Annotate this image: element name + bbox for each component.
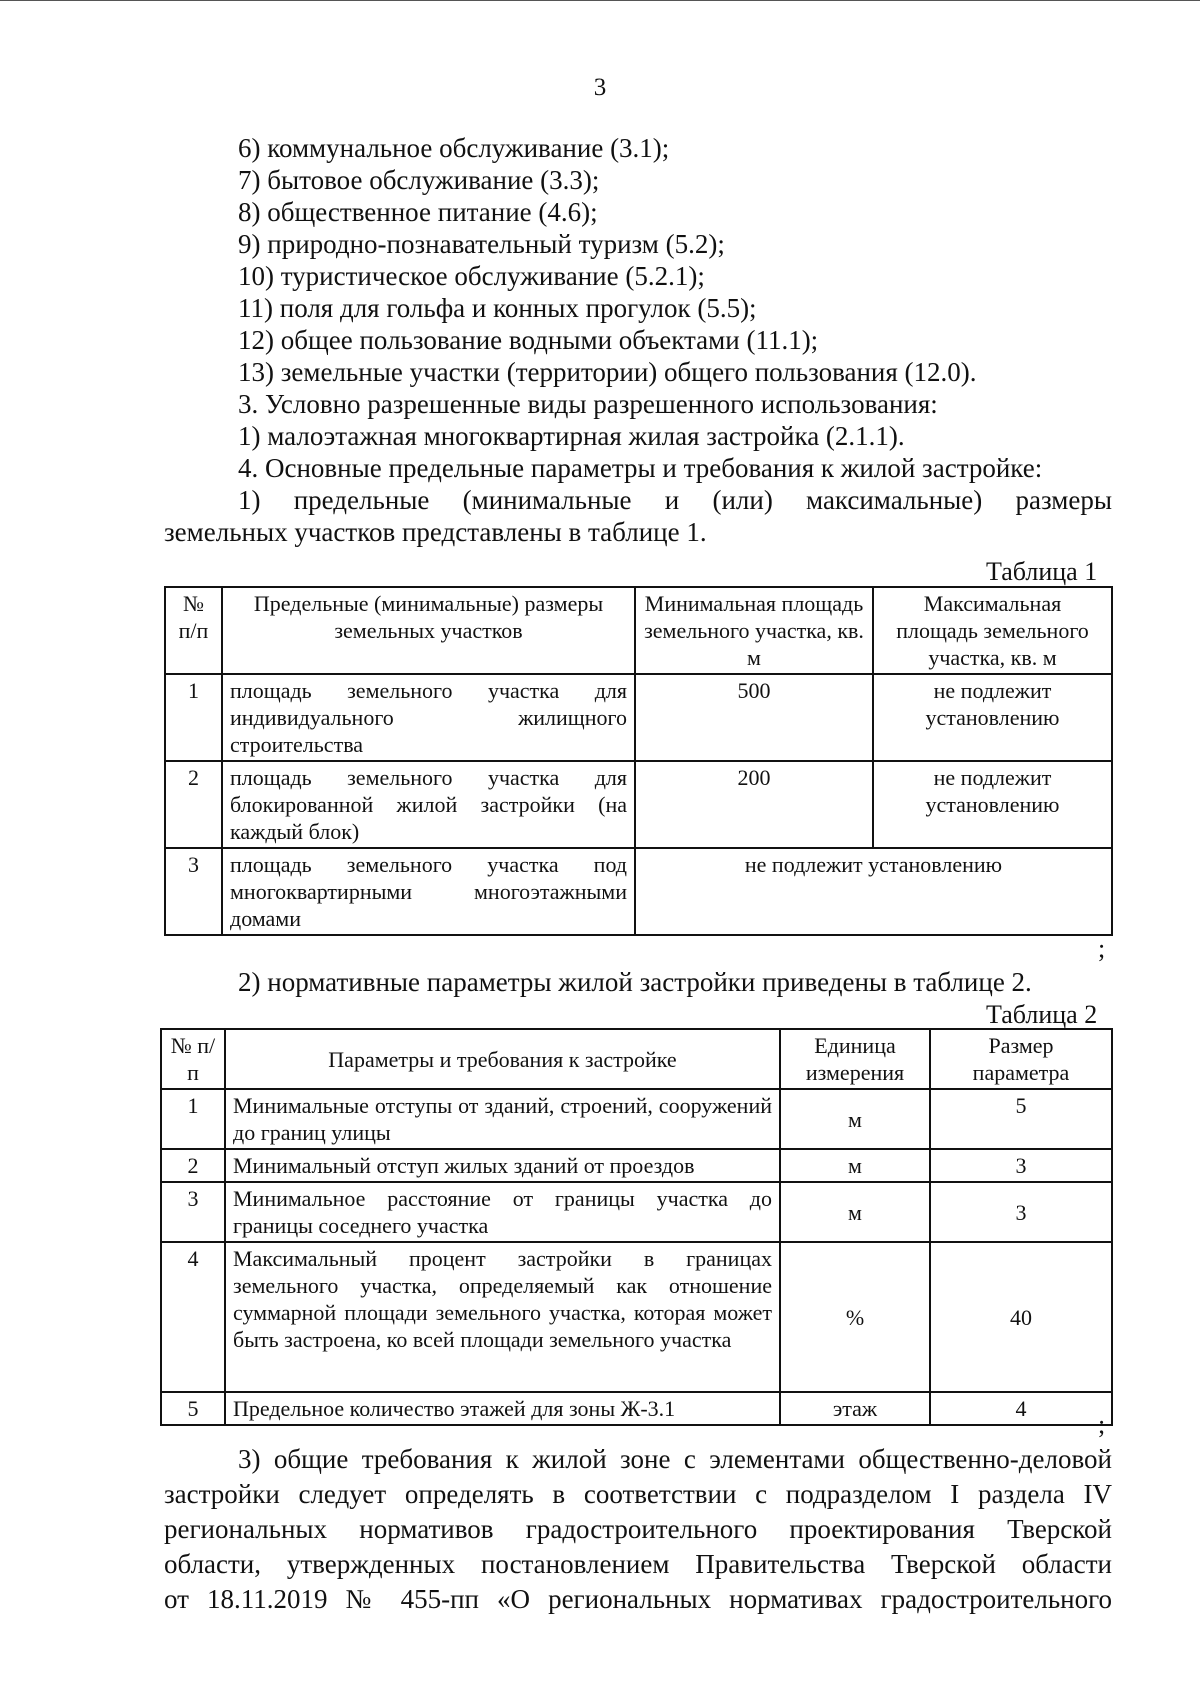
table-cell-value: 40 (930, 1242, 1112, 1392)
table-cell-param: Минимальное расстояние от границы участка до границы соседнего участка (225, 1182, 780, 1242)
table-row (165, 848, 1112, 935)
table-2-header-row (161, 1029, 1112, 1089)
paragraph-3-line: региональных нормативов градостроительного проектирования Тверской (164, 1514, 1112, 1544)
table-cell-name: площадь земельного участка для индивидуального жилищного строительства (222, 674, 635, 761)
list-item: 8) общественное питание (4.6); (238, 197, 598, 227)
table-header-cell: Размер параметра (930, 1029, 1112, 1089)
table-cell-unit: м (780, 1089, 930, 1149)
table-cell-param: Предельное количество этажей для зоны Ж-3.1 (225, 1392, 780, 1425)
table-cell-num: 2 (165, 761, 222, 848)
list-item: 7) бытовое обслуживание (3.3); (238, 165, 600, 195)
paragraph-3-line: от 18.11.2019 № 455-пп «О региональных нормативах градостроительного (164, 1584, 1112, 1614)
table-cell-param: Минимальные отступы от зданий, строений, сооружений до границ улицы (225, 1089, 780, 1149)
table-1-caption: Таблица 1 (986, 557, 1098, 586)
table-cell-num: 1 (161, 1089, 225, 1149)
table-row (161, 1182, 1112, 1242)
table-cell-unit: % (780, 1242, 930, 1392)
table-cell-value: 4 (930, 1392, 1112, 1425)
table-cell-num: 5 (161, 1392, 225, 1425)
table-cell-unit: м (780, 1149, 930, 1182)
table-cell-unit: этаж (780, 1392, 930, 1425)
table-header-cell: Максимальная площадь земельного участка, кв. м (873, 587, 1112, 674)
table-cell-num: 3 (161, 1182, 225, 1242)
table-cell-unit: м (780, 1182, 930, 1242)
list-item: 11) поля для гольфа и конных прогулок (5.5); (238, 293, 757, 323)
list-item: 10) туристическое обслуживание (5.2.1); (238, 261, 705, 291)
list-item: 1) малоэтажная многоквартирная жилая застройка (2.1.1). (238, 421, 905, 451)
table-2-caption: Таблица 2 (986, 1000, 1098, 1029)
table-row (165, 761, 1112, 848)
table-cell-num: 2 (161, 1149, 225, 1182)
table-header-cell: № п/п (161, 1029, 225, 1089)
paragraph-1-first-line: 1) предельные (минимальные и (или) максимальные) размеры (238, 485, 1112, 515)
table-cell-merged: не подлежит установлению (635, 848, 1112, 935)
list-item: 13) земельные участки (территории) общего пользования (12.0). (238, 357, 977, 387)
page-top-edge (0, 0, 1200, 1)
paragraph-3-line: 3) общие требования к жилой зоне с элементами общественно-деловой (238, 1444, 1112, 1474)
table-header-cell: Минимальная площадь земельного участка, кв. м (635, 587, 873, 674)
list-item: 12) общее пользование водными объектами (11.1); (238, 325, 819, 355)
table-cell-num: 1 (165, 674, 222, 761)
table-cell-max: не подлежит установлению (873, 761, 1112, 848)
table-cell-value: 3 (930, 1149, 1112, 1182)
table-cell-num: 3 (165, 848, 222, 935)
paragraph-1-second-line: земельных участков представлены в таблице 1. (164, 517, 707, 547)
table-row (161, 1242, 1112, 1392)
table-2 (160, 1028, 1113, 1426)
table-cell-max: не подлежит установлению (873, 674, 1112, 761)
paragraph-2: 2) нормативные параметры жилой застройки приведены в таблице 2. (238, 967, 1032, 997)
table-cell-num: 4 (161, 1242, 225, 1392)
table-cell-value: 5 (930, 1089, 1112, 1149)
list-item: 3. Условно разрешенные виды разрешенного использования: (238, 389, 938, 419)
table-header-cell: Предельные (минимальные) размеры земельных участков (222, 587, 635, 674)
table-header-cell: Единица измерения (780, 1029, 930, 1089)
table-row (161, 1149, 1112, 1182)
table-row (161, 1089, 1112, 1149)
list-item: 6) коммунальное обслуживание (3.1); (238, 133, 670, 163)
table-cell-min: 200 (635, 761, 873, 848)
table-cell-value: 3 (930, 1182, 1112, 1242)
list-item: 9) природно-познавательный туризм (5.2); (238, 229, 725, 259)
table-header-cell: Параметры и требования к застройке (225, 1029, 780, 1089)
page-number: 3 (593, 74, 607, 101)
table-header-cell: № п/п (165, 587, 222, 674)
list-item: 4. Основные предельные параметры и требования к жилой застройке: (238, 453, 1043, 483)
table-row (161, 1392, 1112, 1425)
table-cell-name: площадь земельного участка для блокированной жилой застройки (на каждый блок) (222, 761, 635, 848)
table-cell-param: Минимальный отступ жилых зданий от проездов (225, 1149, 780, 1182)
table-1-header-row (165, 587, 1112, 674)
paragraph-3-line: застройки следует определять в соответствии с подразделом I раздела IV (164, 1479, 1112, 1509)
table-cell-name: площадь земельного участка под многоквартирными многоэтажными домами (222, 848, 635, 935)
table-1 (164, 586, 1113, 936)
paragraph-3-line: области, утвержденных постановлением Правительства Тверской области (164, 1549, 1112, 1579)
table-row (165, 674, 1112, 761)
semicolon: ; (1098, 1410, 1106, 1439)
table-cell-min: 500 (635, 674, 873, 761)
semicolon: ; (1098, 934, 1106, 963)
table-cell-param: Максимальный процент застройки в границах земельного участка, определяемый как отношение суммарной площади земельного участка, которая может быть застроена, ко всей площади земельного участка (225, 1242, 780, 1392)
